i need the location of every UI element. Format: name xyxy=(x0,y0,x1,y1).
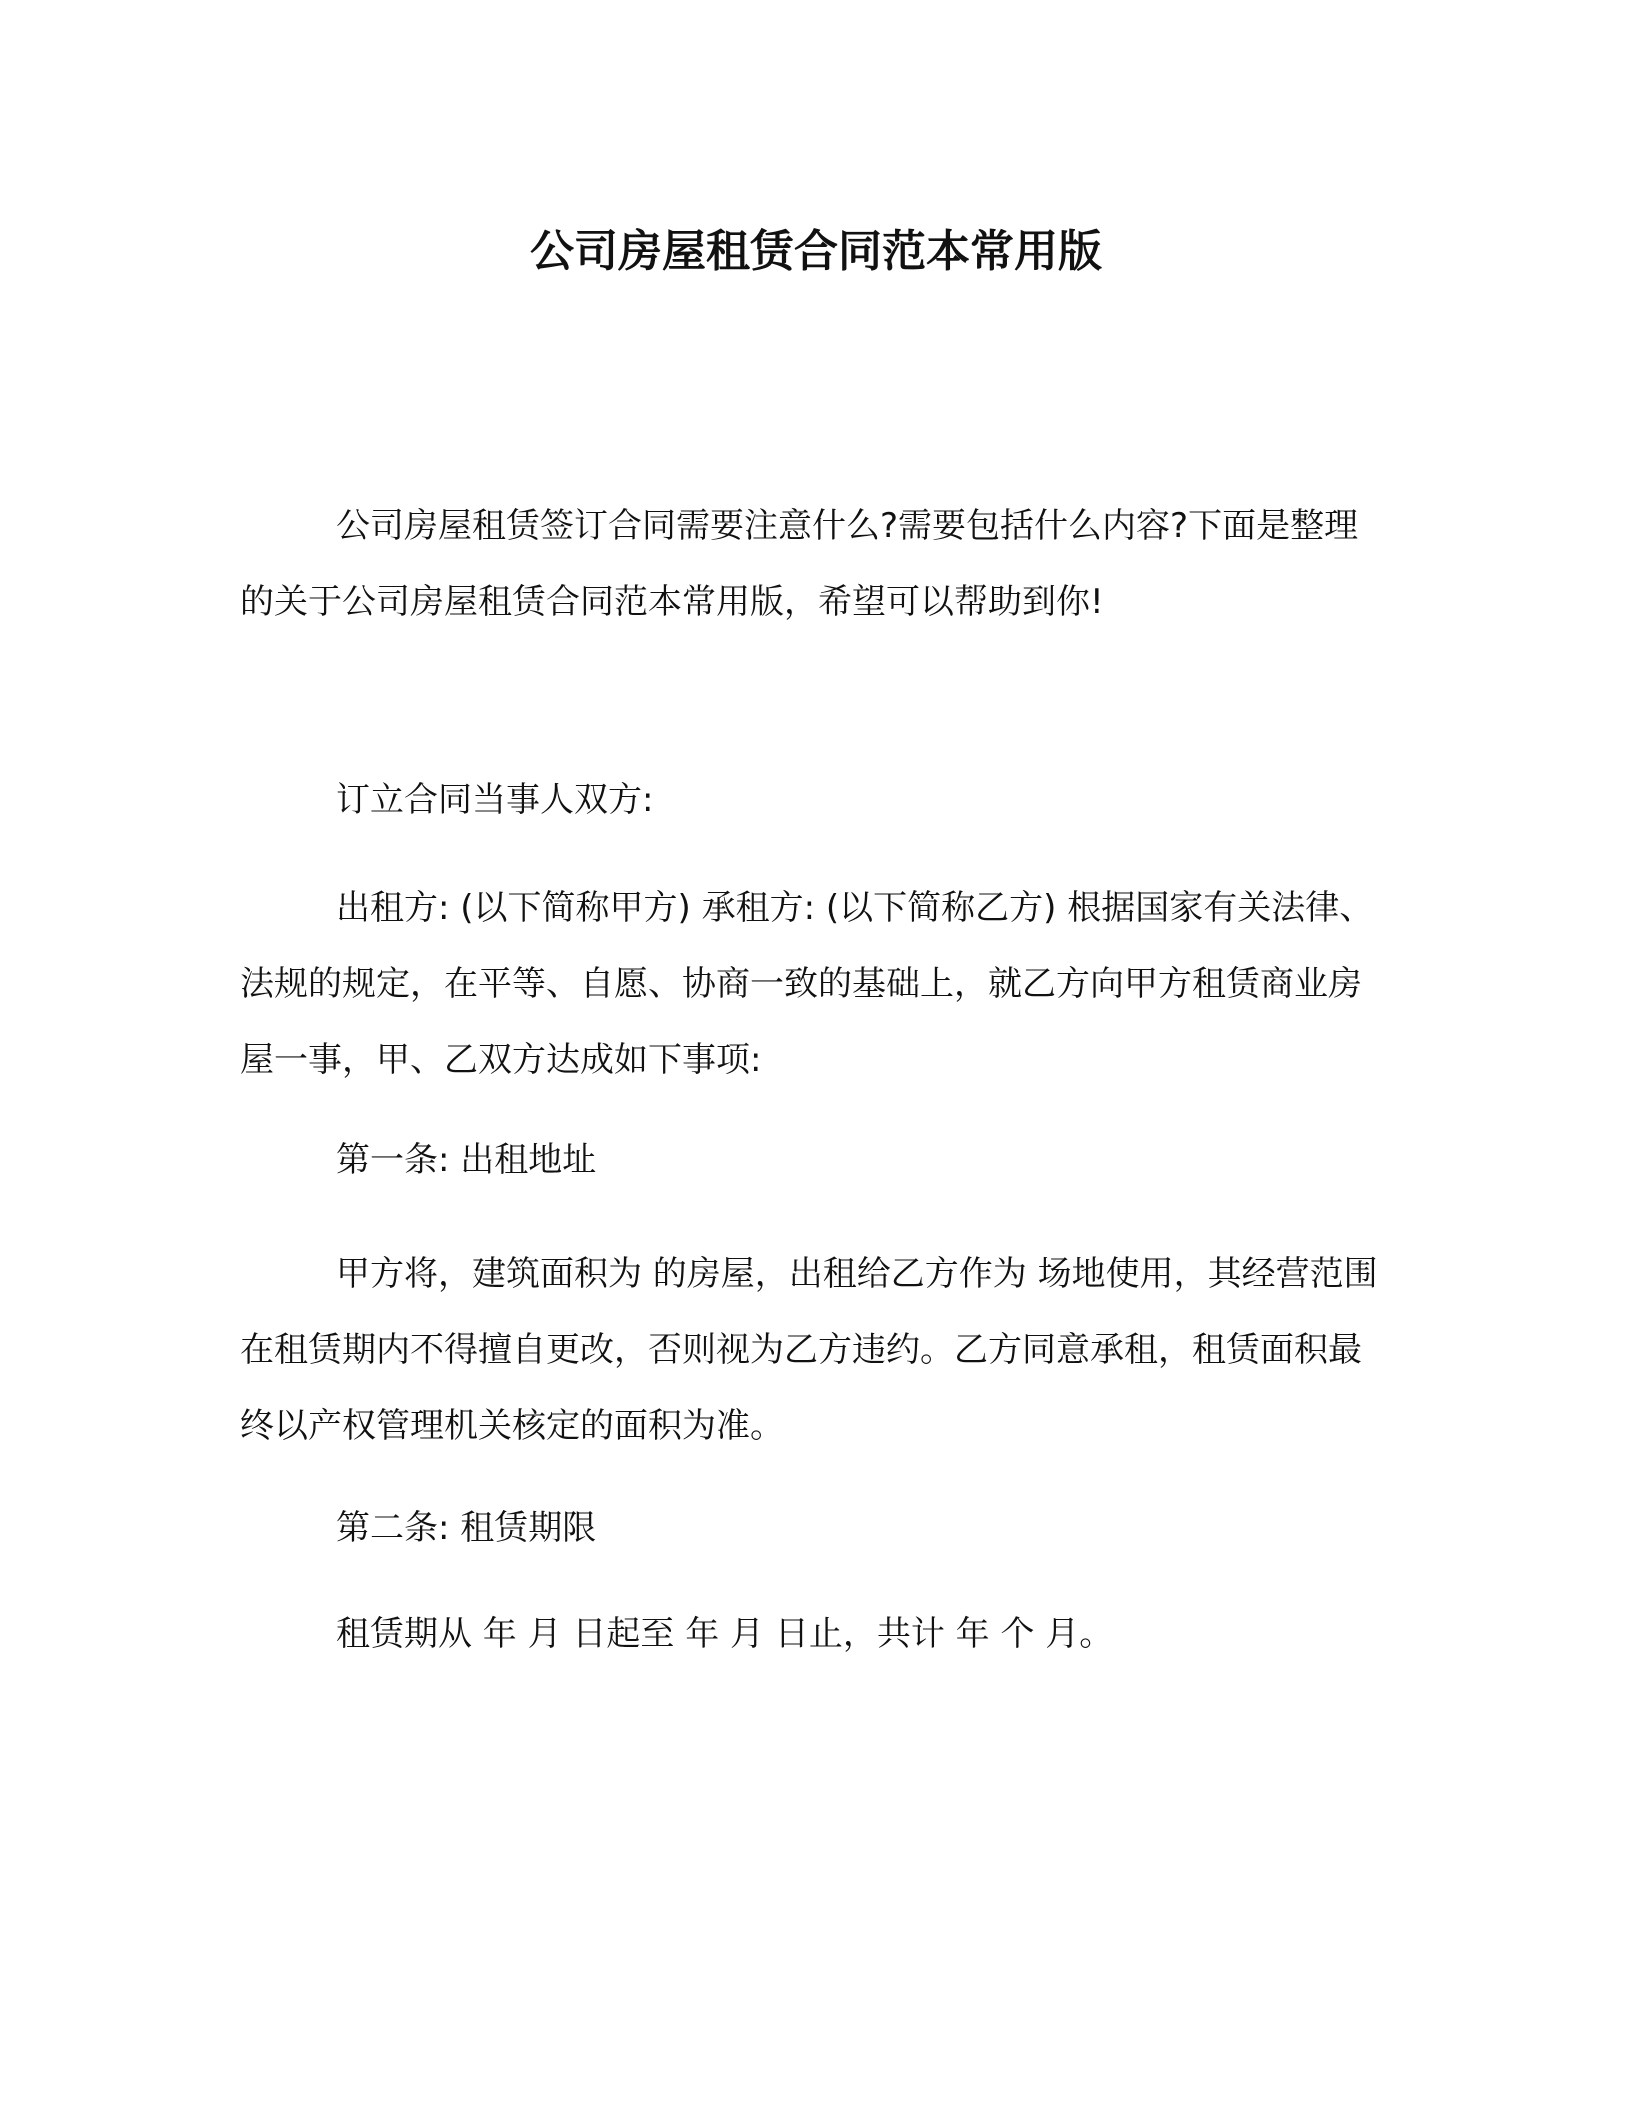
article2-heading: 第二条: 租赁期限 xyxy=(336,1508,597,1548)
article2-body: 租赁期从 年 月 日起至 年 月 日止，共计 年 个 月。 xyxy=(336,1614,1114,1654)
document-title: 公司房屋租赁合同范本常用版 xyxy=(530,226,1102,277)
intro-paragraph: 公司房屋租赁签订合同需要注意什么?需要包括什么内容?下面是整理的关于公司房屋租赁合同范本常用版，希望可以帮助到你! xyxy=(240,506,1359,622)
article1-heading: 第一条: 出租地址 xyxy=(336,1140,597,1180)
lessor-lessee-paragraph: 出租方: (以下简称甲方) 承租方: (以下简称乙方) 根据国家有关法律、法规的规定，在平等、自愿、协商一致的基础上，就乙方向甲方租赁商业房屋一事，甲、乙双方达成如下事项: xyxy=(240,888,1374,1080)
article1-body: 甲方将，建筑面积为 的房屋，出租给乙方作为 场地使用，其经营范围在租赁期内不得擅自更改，否则视为乙方违约。乙方同意承租，租赁面积最终以产权管理机关核定的面积为准。 xyxy=(240,1254,1378,1446)
parties-heading: 订立合同当事人双方: xyxy=(336,780,654,820)
